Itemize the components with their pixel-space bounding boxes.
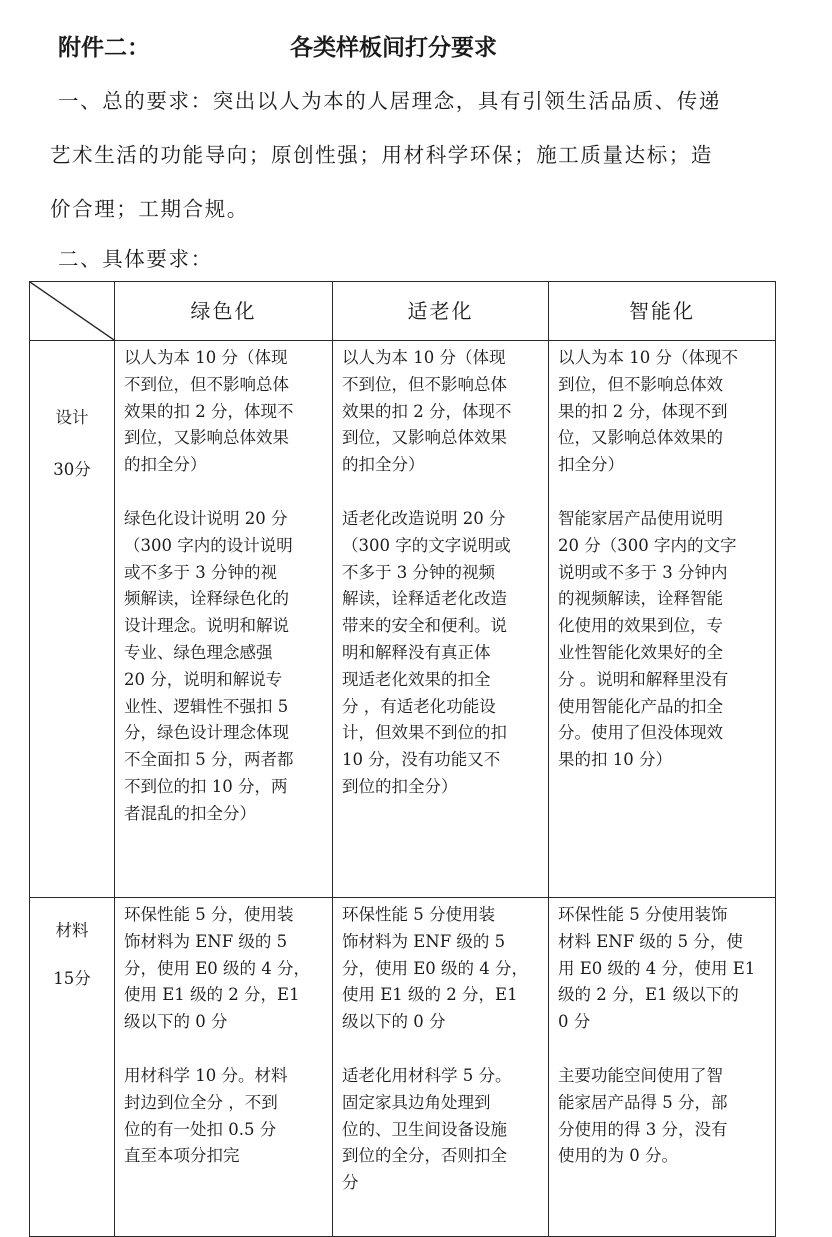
cell-text: 智能家居产品使用说明 20 分（300 字内的文字 说明或不多于 3 分钟内 的视频解读，诠释智能 化使用的效果到位，专 业性智能化效果好的全 分 。说明和解释里没有 使用智能化产品的扣全 分。使用了但没体现效 果的扣 10 分） — [558, 508, 737, 770]
table-cell — [333, 898, 549, 1237]
table-cell — [333, 341, 549, 898]
specific-requirements-heading: 二、具体要求： — [58, 247, 213, 271]
column-header-smart: 智能化 — [549, 282, 776, 341]
general-requirements-line-1: 一、总的要求：突出以人为本的人居理念，具有引领生活品质、传递 — [58, 89, 721, 113]
general-requirements-line-2: 艺术生活的功能导向；原创性强；用材科学环保；施工质量达标；造 — [50, 143, 713, 167]
title-row — [58, 30, 818, 66]
column-header-green: 绿色化 — [115, 282, 333, 341]
general-requirements-line-3: 价合理；工期合规。 — [50, 197, 249, 221]
table-cell — [549, 341, 776, 898]
cell-text: 环保性能 5 分使用装 饰材料为 ENF 级的 5 分，使用 E0 级的 4 分， 使用 E1 级的 2 分，E1 级以下的 0 分 — [342, 905, 529, 1032]
cell-text: 以人为本 10 分（体现 不到位，但不影响总体 效果的扣 2 分，体现不 到位，又影响总体效果 的扣全分） — [342, 348, 512, 475]
scoring-table — [29, 281, 776, 1237]
cell-text: 主要功能空间使用了智 能家居产品得 5 分，部 分使用的得 3 分，没有 使用的为 0 分。 — [558, 1065, 728, 1166]
row-header-design: 设计 30分 — [30, 341, 115, 898]
table-cell — [115, 898, 333, 1237]
page-title: 各类样板间打分要求 — [290, 34, 497, 61]
table-header-row — [30, 282, 776, 341]
table-cell — [549, 898, 776, 1237]
cell-text: 适老化改造说明 20 分 （300 字的文字说明或 不多于 3 分钟的视频 解读，诠释适老化改造 带来的安全和便利。说 明和解释没有真正体 现适老化效果的扣全 分 ，有适老化功能设 计，但效果不到位的扣 10 分，没有功能又不 到位的扣全分） — [342, 508, 511, 796]
table-row — [30, 898, 776, 1237]
cell-text: 以人为本 10 分（体现 不到位，但不影响总体 效果的扣 2 分，体现不 到位，又影响总体效果 的扣全分） — [124, 348, 294, 475]
attachment-label: 附件二： — [58, 34, 150, 61]
cell-text: 环保性能 5 分，使用装 饰材料为 ENF 级的 5 分，使用 E0 级的 4 分， 使用 E1 级的 2 分，E1 级以下的 0 分 — [124, 905, 311, 1032]
column-header-elderly: 适老化 — [333, 282, 549, 341]
diagonal-line — [30, 282, 114, 340]
cell-text: 绿色化设计说明 20 分 （300 字内的设计说明 或不多于 3 分钟的视 频解读，诠释绿色化的 设计理念。说明和解说 专业、绿色理念感强 20 分，说明和解说专 业性、逻辑性不强扣 5 分，绿色设计理念体现 不全面扣 5 分，两者都 不到位的扣 10 分，两 者混乱的扣全分） — [124, 508, 294, 823]
cell-text: 用材科学 10 分。材料 封边到位全分 ，不到 位的有一处扣 0.5 分 直至本项分扣完 — [124, 1065, 288, 1166]
table-row — [30, 341, 776, 898]
cell-text: 环保性能 5 分使用装饰 材料 ENF 级的 5 分，使 用 E0 级的 4 分，使用 E1 级的 2 分，E1 级以下的 0 分 — [558, 905, 756, 1032]
cell-text: 适老化用材科学 5 分。 固定家具边角处理到 位的、卫生间设备设施 到位的全分，否则扣全 分 — [342, 1065, 512, 1193]
cell-text: 以人为本 10 分（体现不 到位，但不影响总体效 果的扣 2 分，体现不到 位，又影响总体效果的 扣全分） — [558, 348, 738, 475]
row-header-material: 材料 15分 — [30, 898, 115, 1237]
table-cell — [115, 341, 333, 898]
diagonal-corner-cell — [30, 282, 115, 341]
